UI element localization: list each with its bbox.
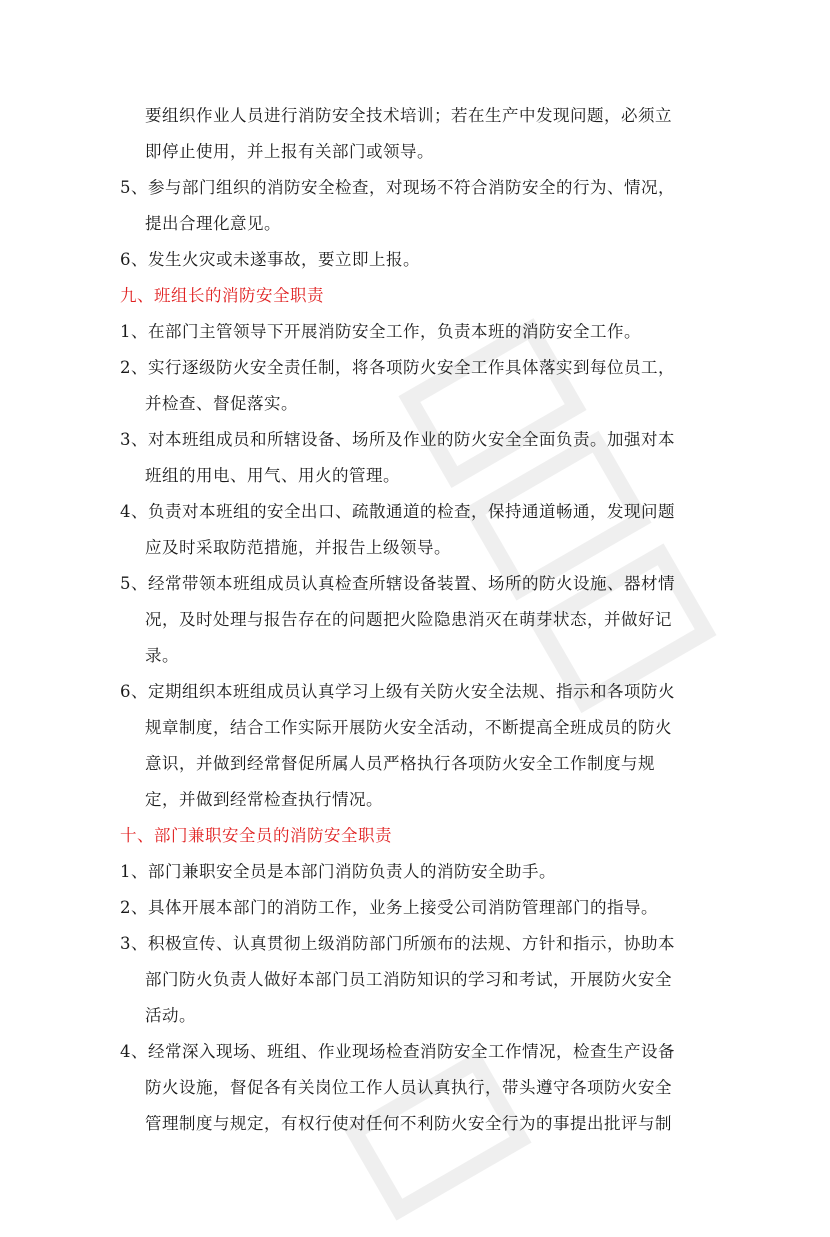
list-item-line: 6、定期组织本班组成员认真学习上级有关防火安全法规、指示和各项防火 xyxy=(120,682,675,701)
continuation-line: 况，及时处理与报告存在的问题把火险隐患消灭在萌芽状态，并做好记 xyxy=(145,610,672,629)
continuation-line: 意识，并做到经常督促所属人员严格执行各项防火安全工作制度与规 xyxy=(145,754,655,773)
section-heading: 九、班组长的消防安全职责 xyxy=(120,286,324,305)
list-item-line: 1、部门兼职安全员是本部门消防负责人的消防安全助手。 xyxy=(120,862,556,881)
list-item-line: 2、具体开展本部门的消防工作，业务上接受公司消防管理部门的指导。 xyxy=(120,898,658,917)
continuation-line: 提出合理化意见。 xyxy=(145,214,281,233)
list-item-line: 4、负责对本班组的安全出口、疏散通道的检查，保持通道畅通，发现问题 xyxy=(120,502,675,521)
list-item-line: 5、经常带领本班组成员认真检查所辖设备装置、场所的防火设施、器材情 xyxy=(120,574,675,593)
continuation-line: 管理制度与规定，有权行使对任何不利防火安全行为的事提出批评与制 xyxy=(145,1114,672,1133)
section-heading: 十、部门兼职安全员的消防安全职责 xyxy=(120,826,392,845)
list-item-line: 6、发生火灾或未遂事故，要立即上报。 xyxy=(120,250,420,269)
continuation-line: 活动。 xyxy=(145,1006,196,1025)
list-item-line: 2、实行逐级防火安全责任制，将各项防火安全工作具体落实到每位员工， xyxy=(120,358,675,377)
list-item-line: 1、在部门主管领导下开展消防安全工作，负责本班的消防安全工作。 xyxy=(120,322,641,341)
continuation-line: 规章制度，结合工作实际开展防火安全活动，不断提高全班成员的防火 xyxy=(145,718,672,737)
list-item-line: 5、参与部门组织的消防安全检查，对现场不符合消防安全的行为、情况， xyxy=(120,178,675,197)
document-body xyxy=(120,98,680,1142)
continuation-line: 班组的用电、用气、用火的管理。 xyxy=(145,466,400,485)
continuation-line: 并检查、督促落实。 xyxy=(145,394,298,413)
continuation-line: 应及时采取防范措施，并报告上级领导。 xyxy=(145,538,451,557)
continuation-line: 部门防火负责人做好本部门员工消防知识的学习和考试，开展防火安全 xyxy=(145,970,672,989)
list-item-line: 4、经常深入现场、班组、作业现场检查消防安全工作情况，检查生产设备 xyxy=(120,1042,675,1061)
list-item-line: 3、对本班组成员和所辖设备、场所及作业的防火安全全面负责。加强对本 xyxy=(120,430,675,449)
continuation-line: 定，并做到经常检查执行情况。 xyxy=(145,790,383,809)
continuation-line: 防火设施，督促各有关岗位工作人员认真执行，带头遵守各项防火安全 xyxy=(145,1078,672,1097)
continuation-line: 要组织作业人员进行消防安全技术培训；若在生产中发现问题，必须立 xyxy=(145,106,672,125)
list-item-line: 3、积极宣传、认真贯彻上级消防部门所颁布的法规、方针和指示，协助本 xyxy=(120,934,675,953)
continuation-line: 录。 xyxy=(145,646,179,665)
continuation-line: 即停止使用，并上报有关部门或领导。 xyxy=(145,142,434,161)
